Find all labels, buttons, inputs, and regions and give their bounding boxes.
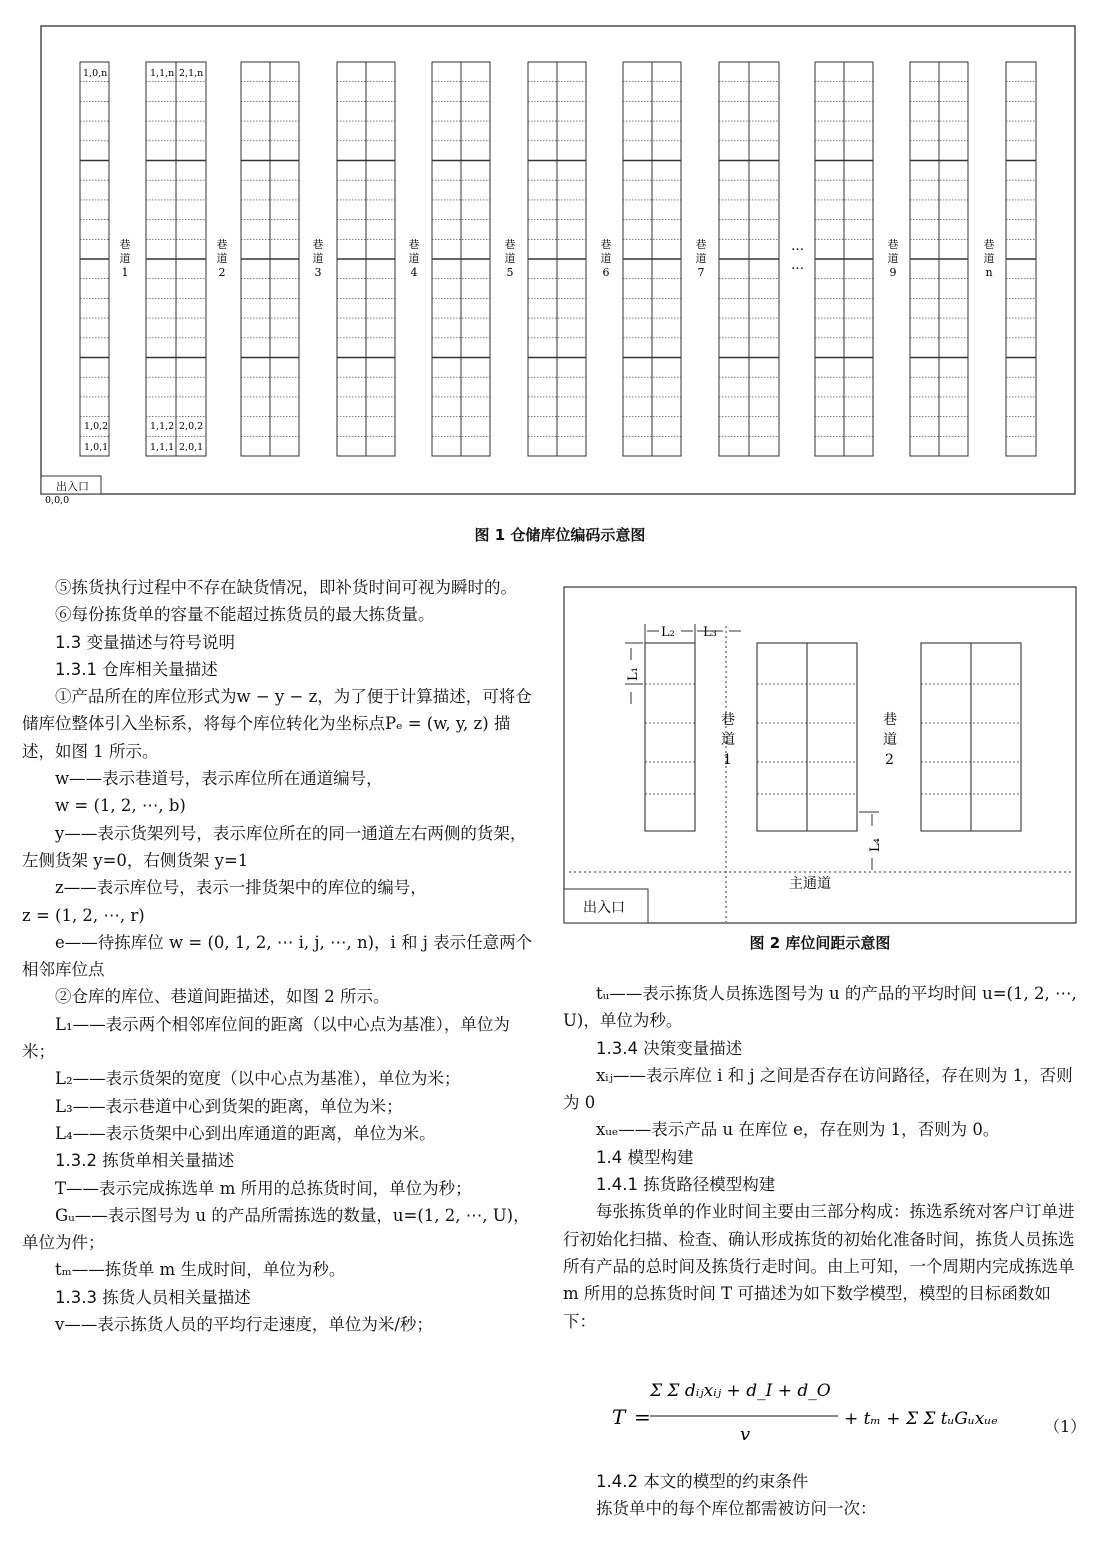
figure-1-warehouse-diagram: [0, 0, 1120, 520]
aisle2-char1: 巷: [883, 712, 897, 728]
ellipsis-1: …: [791, 239, 804, 254]
aisle-number: 6: [602, 266, 610, 279]
aisle-number: 4: [410, 266, 418, 279]
left-paragraph: ①产品所在的库位形式为w − y − z，为了便于计算描述，可将仓储库位整体引入坐标系，将每个库位转化为坐标点Pₑ = (w, y, z) 描述，如图 1 所示。: [22, 687, 532, 761]
left-paragraph: y——表示货架列号，表示库位所在的同一通道左右两侧的货架，左侧货架 y=0，右侧货架 y=1: [22, 823, 527, 870]
aisle-label-char: 巷: [600, 238, 612, 251]
right_after-paragraph: 拣货单中的每个库位都需被访问一次：: [596, 1499, 877, 1519]
origin-label: 0,0,0: [45, 495, 70, 506]
aisle1-char1: 巷: [721, 712, 735, 728]
left-paragraph: 1.3.2 拣货单相关量描述: [55, 1151, 235, 1171]
label-1-0-2: 1,0,2: [84, 421, 109, 432]
rack-double-2: [921, 643, 1021, 831]
left-paragraph: w——表示巷道号，表示库位所在通道编号，: [55, 769, 383, 789]
fig2-entrance-label: 出入口: [583, 900, 625, 916]
formula-eq: =: [634, 1405, 651, 1429]
figure-2-spacing-diagram: [563, 586, 1077, 926]
formula-tail: + tₘ + Σ Σ tᵤGᵤxᵤₑ: [844, 1409, 998, 1429]
label-1-1-1: 1,1,1: [150, 442, 175, 453]
left-paragraph: tₘ——拣货单 m 生成时间，单位为秒。: [55, 1260, 346, 1280]
aisle2-char2: 道: [883, 732, 897, 748]
right-paragraph: tᵤ——表示拣货人员拣选图号为 u 的产品的平均时间 u=(1, 2, ⋯, U)，单位为秒。: [563, 984, 1077, 1031]
formula-1: [610, 1356, 1080, 1456]
aisle-label-char: 道: [504, 252, 516, 265]
entrance-label: 出入口: [56, 480, 89, 493]
right-paragraph: 1.4 模型构建: [596, 1147, 694, 1167]
left-paragraph: 1.3.1 仓库相关量描述: [55, 659, 218, 679]
aisle-label-char: 巷: [216, 238, 228, 251]
aisle-label-char: 巷: [119, 238, 131, 251]
left-paragraph: Gᵤ——表示图号为 u 的产品所需拣选的数量，u=(1, 2, ⋯, U)，单位为件；: [22, 1205, 530, 1253]
left-paragraph: L₃——表示巷道中心到货架的距离，单位为米；: [55, 1096, 403, 1116]
left-paragraph: ⑤拣货执行过程中不存在缺货情况，即补货时间可视为瞬时的。: [55, 578, 517, 597]
right-column: [563, 980, 1079, 1335]
aisle-number: 7: [697, 266, 705, 279]
label-2-0-2: 2,0,2: [179, 421, 204, 432]
aisle-number: 3: [314, 266, 322, 279]
left-column: [22, 574, 538, 1338]
figure-1-caption: 图 1 仓储库位编码示意图: [474, 526, 646, 544]
aisle2-num: 2: [885, 752, 894, 768]
left-paragraph: L₂——表示货架的宽度（以中心点为基准），单位为米；: [55, 1069, 461, 1089]
left-paragraph: e——待拣库位 w = (0, 1, 2, ⋯ i, j, ⋯, n)，i 和 j 表示任意两个相邻库位点: [22, 932, 533, 980]
left-paragraph: ⑥每份拣货单的容量不能超过拣货员的最大拣货量。: [55, 605, 435, 625]
figure-2-border: [564, 587, 1076, 923]
aisle-number: n: [985, 266, 993, 279]
aisle-label-char: 巷: [504, 238, 516, 251]
right-paragraph: 1.4.1 拣货路径模型构建: [596, 1175, 776, 1195]
formula-number: （1）: [1044, 1417, 1087, 1436]
aisle1-num: 1: [723, 752, 732, 768]
label-1-1-n: 1,1,n: [150, 68, 175, 79]
label-1-0-1: 1,0,1: [84, 442, 109, 453]
aisle-label-char: 巷: [695, 238, 707, 251]
aisle-label-char: 道: [887, 252, 899, 265]
rack-single: [645, 643, 695, 831]
left-paragraph: T——表示完成拣选单 m 所用的总拣货时间，单位为秒；: [55, 1178, 472, 1198]
label-1-0-n: 1,0,n: [83, 68, 108, 79]
figure-2-caption: 图 2 库位间距示意图: [749, 934, 891, 952]
right-paragraph: xᵤₑ——表示产品 u 在库位 e，存在则为 1，否则为 0。: [596, 1120, 1000, 1140]
right-paragraph: xᵢⱼ——表示库位 i 和 j 之间是否存在访问路径，存在则为 1，否则为 0: [563, 1065, 1073, 1113]
left-paragraph: z——表示库位号，表示一排货架中的库位的编号，: [55, 878, 427, 898]
right-paragraph: 每张拣货单的作业时间主要由三部分构成：拣选系统对客户订单进行初始化扫描、检查、确认形成拣货的初始化准备时间，拣货人员拣选所有产品的总时间及拣货行走时间。由上可知，一个周期内完成拣选单 m 所用的总拣货时间 T 可描述为如下数学模型，模型的目标函数如下：: [563, 1202, 1075, 1331]
left-paragraph: w = (1, 2, ⋯, b): [55, 796, 186, 816]
L1-label: L₁: [626, 667, 641, 681]
right-column-after: [563, 1468, 1079, 1523]
main-channel-label: 主通道: [789, 876, 831, 892]
right-paragraph: 1.3.4 决策变量描述: [596, 1038, 743, 1058]
left-paragraph: v——表示拣货人员的平均行走速度，单位为米/秒；: [55, 1315, 433, 1335]
aisle-label-char: 道: [983, 252, 995, 265]
formula-numerator: Σ Σ dᵢⱼxᵢⱼ + d_I + d_O: [650, 1381, 831, 1401]
formula-T: T: [612, 1405, 626, 1429]
aisle-label-char: 巷: [408, 238, 420, 251]
formula-denominator: v: [740, 1424, 751, 1445]
aisle-label-char: 道: [216, 252, 228, 265]
aisle-number: 5: [506, 266, 514, 279]
L2-label: L₂: [661, 625, 675, 640]
label-1-1-2: 1,1,2: [150, 421, 175, 432]
rack-single-cells: [645, 684, 695, 794]
aisle-label-char: 巷: [887, 238, 899, 251]
aisle-label-char: 巷: [983, 238, 995, 251]
aisle-number: 2: [218, 266, 226, 279]
left-paragraph: L₄——表示货架中心到出库通道的距离，单位为米。: [55, 1123, 436, 1143]
left-paragraph: z = (1, 2, ⋯, r): [22, 905, 145, 925]
left-paragraph: 1.3 变量描述与符号说明: [55, 632, 235, 652]
left-paragraph: 1.3.3 拣货人员相关量描述: [55, 1287, 251, 1307]
label-2-0-1: 2,0,1: [179, 442, 204, 453]
rack-double-1: [757, 643, 857, 831]
left-paragraph: L₁——表示两个相邻库位间的距离（以中心点为基准），单位为米；: [22, 1014, 510, 1062]
L4-label: L₄: [868, 838, 883, 852]
aisle-label-char: 巷: [312, 238, 324, 251]
aisle-number: 1: [121, 266, 129, 279]
aisle1-char2: 道: [721, 732, 735, 748]
aisle-label-char: 道: [119, 252, 131, 265]
label-2-1-n: 2,1,n: [179, 68, 204, 79]
aisle-label-char: 道: [600, 252, 612, 265]
right_after-paragraph: 1.4.2 本文的模型的约束条件: [596, 1472, 809, 1491]
aisle-label-char: 道: [312, 252, 324, 265]
aisle-label-char: 道: [695, 252, 707, 265]
ellipsis-2: …: [791, 258, 804, 273]
aisle-label-char: 道: [408, 252, 420, 265]
L3-label: L₃: [703, 625, 717, 640]
left-paragraph: ②仓库的库位、巷道间距描述，如图 2 所示。: [55, 987, 390, 1007]
aisle-number: 9: [889, 266, 897, 279]
